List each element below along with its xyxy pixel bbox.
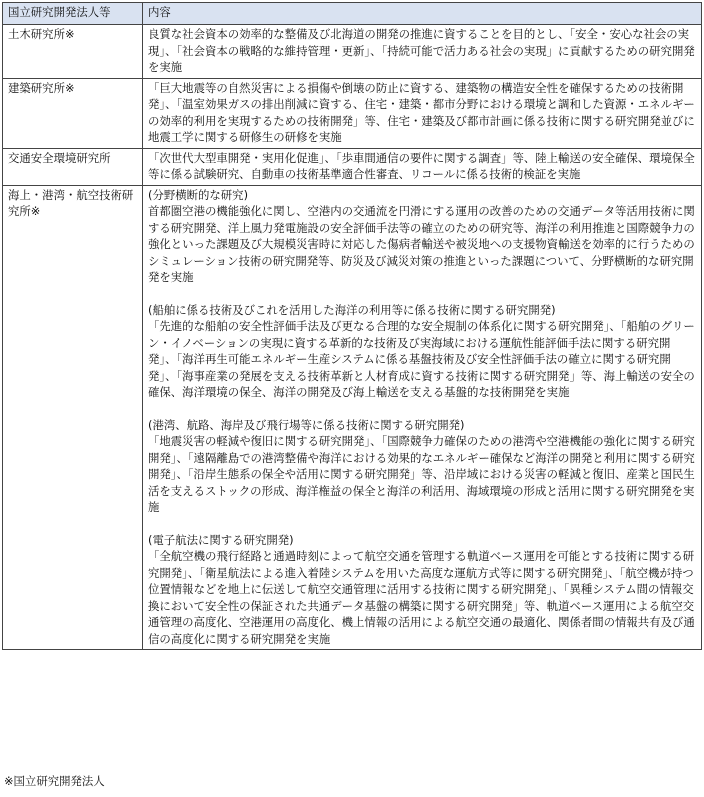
header-institution: 国立研究開発法人等 xyxy=(3,3,143,25)
content-line: 良質な社会資本の効率的な整備及び北海道の開発の推進に資することを目的とし、「安全・安心な社会の実現」、「社会資本の戦略的な維持管理・更新」、「持続可能で活力ある社会の実現」に貢献するための研究開発を実施 xyxy=(148,27,695,74)
content-paragraph xyxy=(148,417,697,516)
content-paragraph xyxy=(148,302,697,401)
table-header-row xyxy=(3,3,702,25)
content-line: (船舶に係る技術及びこれを活用した海洋の利用等に係る技術に関する研究開発) xyxy=(148,302,556,317)
table-body xyxy=(3,25,702,650)
table-row xyxy=(3,25,702,79)
content-paragraph xyxy=(148,150,697,183)
content-line: 「巨大地震等の自然災害による損傷や倒壊の防止に資する、建築物の構造安全性を確保するための技術開発」、「温室効果ガスの排出削減に資する、住宅・建築・都市分野における環境と調和した資源・エネルギーの効率的利用を実現するための技術開発」等、住宅・建築及び都市計画に係る技術に関する研究開発並びに地震工学に関する研修生の研修を実施 xyxy=(148,80,695,144)
content-line: 「次世代大型車開発・実用化促進」、「歩車間通信の要件に関する調査」等、陸上輸送の安全確保、環境保全等に係る試験研究、自動車の技術基準適合性審査、リコールに係る技術的検証を実施 xyxy=(148,150,695,181)
institution-name: 土木研究所※ xyxy=(3,25,143,79)
content-paragraph xyxy=(148,532,697,648)
institution-content xyxy=(143,78,702,148)
content-line: 首都圏空港の機能強化に関し、空港内の交通流を円滑にする運用の改善のための交通データ等活用技術に関する研究開発、洋上風力発電施設の安全評価手法等の確立のための研究等、海洋の利用推進と国際競争力の強化といった課題及び大規模災害時に対応した傷病者輸送や被災地への支援物資輸送を効率的に行うためのシミュレーション技術の研究開発等、防災及び減災対策の推進といった課題について、分野横断的な研究開発を実施 xyxy=(148,204,695,284)
content-line: 「先進的な船舶の安全性評価手法及び更なる合理的な安全規制の体系化に関する研究開発」、「船舶のグリーン・イノベーションの実現に資する革新的な技術及び実海域における運航性能評価手法に関する研究開発」、「海洋再生可能エネルギー生産システムに係る基盤技術及び安全性評価手法の確立に関する研究開発」、「海事産業の発展を支える技術革新と人材育成に資する技術に関する研究開発」等、海上輸送の安全の確保、海洋環境の保全、海洋の開発及び海上輸送を支える基盤的な技術開発を実施 xyxy=(148,319,695,399)
footnote: ※国立研究開発法人 xyxy=(4,774,105,788)
table-row xyxy=(3,78,702,148)
table-row xyxy=(3,185,702,650)
content-paragraph xyxy=(148,26,697,76)
content-paragraph xyxy=(148,187,697,286)
institution-name: 建築研究所※ xyxy=(3,78,143,148)
institution-name: 交通安全環境研究所 xyxy=(3,148,143,185)
institution-name: 海上・港湾・航空技術研究所※ xyxy=(3,185,143,650)
institution-content xyxy=(143,185,702,650)
header-content: 内容 xyxy=(143,3,702,25)
content-line: 「地震災害の軽減や復旧に関する研究開発」、「国際競争力確保のための港湾や空港機能の強化に関する研究開発」、「遠隔離島での港湾整備や海洋における効果的なエネルギー確保など海洋の開発と利用に関する研究開発」、「沿岸生態系の保全や活用に関する研究開発」等、沿岸域における災害の軽減と復旧、産業と国民生活を支えるストックの形成、海洋権益の保全と海洋の利活用、海域環境の形成と活用に関する研究開発を実施 xyxy=(148,434,695,514)
content-paragraph xyxy=(148,80,697,146)
content-line: (分野横断的な研究) xyxy=(148,187,249,202)
research-institutes-table xyxy=(2,2,702,650)
table-row xyxy=(3,148,702,185)
content-line: 「全航空機の飛行経路と通過時刻によって航空交通を管理する軌道ベース運用を可能とする技術に関する研究開発」、「衛星航法による進入着陸システムを用いた高度な運航方式等に関する研究開発」、「航空機が持つ位置情報などを地上に伝送して航空交通管理に活用する技術に関する研究開発」、「異種システム間の情報交換において安全性の保証された共通データ基盤の構築に関する研究開発」等、軌道ベース運用による航空交通管理の高度化、空港運用の高度化、機上情報の活用による航空交通の最適化、関係者間の情報共有及び通信の高度化に関する研究開発を実施 xyxy=(148,549,695,646)
institution-content xyxy=(143,148,702,185)
institution-content xyxy=(143,25,702,79)
content-line: (電子航法に関する研究開発) xyxy=(148,532,294,547)
content-line: (港湾、航路、海岸及び飛行場等に係る技術に関する研究開発) xyxy=(148,417,465,432)
